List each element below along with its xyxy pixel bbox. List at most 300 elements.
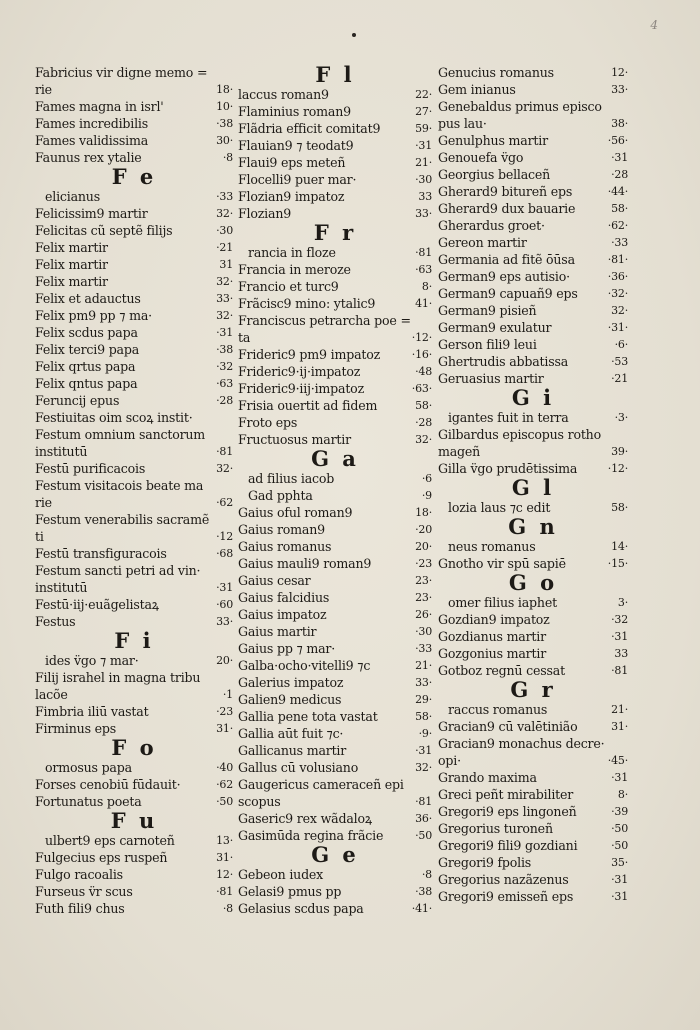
index-entry bbox=[438, 132, 628, 149]
index-entry bbox=[238, 708, 432, 725]
section-heading-letters: F u bbox=[110, 808, 158, 833]
index-entry bbox=[238, 521, 432, 538]
entry-reference-number: 31 bbox=[219, 258, 233, 271]
entry-reference-number: ·1 bbox=[222, 688, 233, 701]
entry-text: Festū·iij·euãgelistaꝝ bbox=[35, 597, 159, 612]
entry-text: institutū bbox=[35, 444, 88, 459]
entry-text: Gad pphta bbox=[248, 488, 313, 503]
entry-reference-number: 18· bbox=[216, 83, 233, 96]
entry-text: Georgius bellaceñ bbox=[438, 167, 551, 182]
entry-text: Gaius roman9 bbox=[238, 522, 325, 537]
entry-text: Festum visitacois beate ma bbox=[35, 478, 204, 493]
entry-text: Fimbria iliū vastat bbox=[35, 704, 149, 719]
entry-text: Gozgonius martir bbox=[438, 646, 547, 661]
entry-reference-number: 39· bbox=[611, 445, 628, 458]
section-heading bbox=[438, 477, 628, 499]
entry-text: Gaius oful roman9 bbox=[238, 505, 353, 520]
index-entry bbox=[438, 594, 628, 611]
entry-reference-number: ·45· bbox=[607, 754, 628, 767]
entry-reference-number: 23· bbox=[415, 591, 432, 604]
index-entry bbox=[35, 290, 233, 307]
index-entry bbox=[438, 98, 628, 115]
index-entry bbox=[35, 115, 233, 132]
index-entry bbox=[238, 810, 432, 827]
index-entry bbox=[238, 866, 432, 883]
section-heading-letters: G o bbox=[508, 570, 558, 595]
index-entry bbox=[238, 414, 432, 431]
entry-reference-number: 58· bbox=[611, 501, 628, 514]
entry-text: Felix martir bbox=[35, 274, 108, 289]
index-entry bbox=[35, 222, 233, 239]
entry-reference-number: ·31· bbox=[607, 321, 628, 334]
entry-text: ormosus papa bbox=[45, 760, 132, 775]
entry-text: Flaui9 eps meteñ bbox=[238, 155, 346, 170]
entry-text: pus lau· bbox=[438, 116, 487, 131]
index-entry bbox=[238, 487, 432, 504]
index-entry bbox=[35, 358, 233, 375]
index-entry bbox=[438, 538, 628, 555]
section-heading-letters: G e bbox=[311, 842, 359, 867]
entry-text: Feruncij epus bbox=[35, 393, 120, 408]
index-entry bbox=[35, 426, 233, 443]
entry-text: Festum omnium sanctorum bbox=[35, 427, 206, 442]
section-heading bbox=[35, 166, 233, 188]
index-entry bbox=[238, 504, 432, 521]
index-entry bbox=[35, 759, 233, 776]
entry-reference-number: ·50 bbox=[611, 839, 628, 852]
entry-text: Gregori9 eps lingoneñ bbox=[438, 804, 577, 819]
entry-reference-number: ·8 bbox=[222, 151, 233, 164]
index-entry bbox=[35, 375, 233, 392]
entry-reference-number: ·30 bbox=[216, 224, 233, 237]
index-entry bbox=[438, 64, 628, 81]
section-heading-letters: G a bbox=[311, 446, 359, 471]
index-entry bbox=[35, 324, 233, 341]
entry-reference-number: 22· bbox=[415, 88, 432, 101]
entry-reference-number: ·81 bbox=[611, 664, 628, 677]
entry-text: institutū bbox=[35, 580, 88, 595]
entry-reference-number: ·23 bbox=[415, 557, 432, 570]
ink-dot bbox=[352, 33, 356, 37]
entry-reference-number: 23· bbox=[415, 574, 432, 587]
entry-text: Filij israhel in magna tribu bbox=[35, 670, 201, 685]
index-entry bbox=[438, 888, 628, 905]
entry-text: Frideric9 pm9 impatoz bbox=[238, 347, 381, 362]
section-heading bbox=[438, 516, 628, 538]
index-entry bbox=[238, 674, 432, 691]
entry-text: Gregori9 fili9 gozdiani bbox=[438, 838, 578, 853]
index-entry bbox=[35, 132, 233, 149]
entry-reference-number: ·6 bbox=[421, 472, 432, 485]
index-entry bbox=[35, 669, 233, 686]
entry-reference-number: 13· bbox=[216, 834, 233, 847]
entry-text: neus romanus bbox=[448, 539, 536, 554]
entry-reference-number: ·31 bbox=[611, 151, 628, 164]
entry-text: Forses cenobiū fūdauit· bbox=[35, 777, 181, 792]
entry-text: Genulphus martir bbox=[438, 133, 548, 148]
entry-reference-number: 31· bbox=[216, 851, 233, 864]
entry-reference-number: ·3· bbox=[614, 411, 628, 424]
index-entry bbox=[238, 278, 432, 295]
entry-reference-number: ·53 bbox=[611, 355, 628, 368]
entry-text: Festum venerabilis sacramẽ bbox=[35, 512, 210, 527]
entry-reference-number: ·38 bbox=[415, 885, 432, 898]
entry-text: Gherard9 dux bauarie bbox=[438, 201, 576, 216]
index-entry bbox=[238, 470, 432, 487]
entry-reference-number: ·31 bbox=[415, 139, 432, 152]
entry-text: Festus bbox=[35, 614, 76, 629]
entry-text: Frideric9·iij·impatoz bbox=[238, 381, 364, 396]
entry-reference-number: 14· bbox=[611, 540, 628, 553]
entry-text: Gotboz regnū cessat bbox=[438, 663, 565, 678]
index-entry bbox=[238, 312, 432, 329]
entry-reference-number: ·62 bbox=[216, 496, 233, 509]
entry-text: Fames validissima bbox=[35, 133, 149, 148]
entry-text: Genouefa v̈go bbox=[438, 150, 524, 165]
index-entry bbox=[438, 701, 628, 718]
entry-reference-number: ·81 bbox=[216, 885, 233, 898]
entry-text: Flãdria efficit comitat9 bbox=[238, 121, 381, 136]
index-entry bbox=[438, 871, 628, 888]
entry-reference-number: 31· bbox=[611, 720, 628, 733]
entry-reference-number: 32· bbox=[611, 304, 628, 317]
entry-text: Felicissim9 martir bbox=[35, 206, 148, 221]
entry-reference-number: 58· bbox=[611, 202, 628, 215]
entry-reference-number: ·32 bbox=[216, 360, 233, 373]
section-heading bbox=[238, 844, 432, 866]
entry-text: ulbert9 eps carnoteñ bbox=[45, 833, 175, 848]
entry-text: Grando maxima bbox=[438, 770, 537, 785]
entry-text: Fulgecius eps ruspeñ bbox=[35, 850, 168, 865]
index-entry bbox=[238, 572, 432, 589]
index-entry bbox=[238, 380, 432, 397]
entry-text: Frideric9·ij·impatoz bbox=[238, 364, 361, 379]
index-entry bbox=[35, 866, 233, 883]
index-entry bbox=[438, 409, 628, 426]
entry-text: Ghertrudis abbatissa bbox=[438, 354, 569, 369]
entry-text: Felix pm9 pp ⁊ ma· bbox=[35, 308, 152, 323]
entry-reference-number: ·33 bbox=[216, 190, 233, 203]
index-entry bbox=[438, 234, 628, 251]
entry-reference-number: 32· bbox=[216, 275, 233, 288]
entry-text: Froto eps bbox=[238, 415, 298, 430]
section-heading bbox=[35, 630, 233, 652]
entry-text: Gaugericus cameraceñ epi bbox=[238, 777, 404, 792]
entry-reference-number: ·31 bbox=[611, 630, 628, 643]
index-entry bbox=[35, 900, 233, 917]
entry-text: rie bbox=[35, 82, 52, 97]
entry-reference-number: ·8 bbox=[421, 868, 432, 881]
entry-reference-number: ·32 bbox=[611, 613, 628, 626]
entry-reference-number: ·23 bbox=[216, 705, 233, 718]
section-heading bbox=[238, 448, 432, 470]
entry-text: Gallus cū volusiano bbox=[238, 760, 359, 775]
index-entry bbox=[35, 686, 233, 703]
entry-text: Gaius mauli9 roman9 bbox=[238, 556, 372, 571]
index-entry bbox=[238, 261, 432, 278]
index-entry bbox=[238, 295, 432, 312]
entry-reference-number: 29· bbox=[415, 693, 432, 706]
entry-text: Gaius falcidius bbox=[238, 590, 330, 605]
entry-text: Gerson fili9 leui bbox=[438, 337, 537, 352]
entry-reference-number: ·31 bbox=[611, 771, 628, 784]
entry-reference-number: ·9 bbox=[421, 489, 432, 502]
index-column-middle bbox=[238, 64, 432, 917]
entry-reference-number: 8· bbox=[617, 788, 628, 801]
entry-text: Gebeon iudex bbox=[238, 867, 324, 882]
index-entry bbox=[238, 883, 432, 900]
entry-reference-number: 21· bbox=[415, 156, 432, 169]
entry-text: Fames magna in isrl' bbox=[35, 99, 164, 114]
entry-reference-number: ·28 bbox=[216, 394, 233, 407]
entry-reference-number: ·30 bbox=[415, 173, 432, 186]
entry-text: Flocelli9 puer mar· bbox=[238, 172, 357, 187]
index-entry bbox=[35, 205, 233, 222]
index-entry bbox=[35, 832, 233, 849]
index-entry bbox=[238, 793, 432, 810]
index-entry bbox=[35, 307, 233, 324]
index-entry bbox=[238, 329, 432, 346]
entry-text: mageñ bbox=[438, 444, 481, 459]
entry-text: Furseus v̈r scus bbox=[35, 884, 133, 899]
entry-reference-number: ·50 bbox=[415, 829, 432, 842]
entry-reference-number: 32· bbox=[216, 462, 233, 475]
index-entry bbox=[438, 786, 628, 803]
index-entry bbox=[438, 285, 628, 302]
folio-number: 4 bbox=[650, 18, 658, 32]
entry-text: Fabricius vir digne memo = bbox=[35, 65, 208, 80]
entry-reference-number: ·68 bbox=[216, 547, 233, 560]
index-entry bbox=[35, 64, 233, 81]
entry-reference-number: 8· bbox=[421, 280, 432, 293]
entry-text: Gelasi9 pmus pp bbox=[238, 884, 342, 899]
index-entry bbox=[35, 596, 233, 613]
entry-text: Francia in meroze bbox=[238, 262, 351, 277]
index-entry bbox=[238, 103, 432, 120]
index-entry bbox=[238, 657, 432, 674]
entry-reference-number: ·8 bbox=[222, 902, 233, 915]
entry-reference-number: ·9· bbox=[418, 727, 432, 740]
entry-text: German9 pisieñ bbox=[438, 303, 537, 318]
entry-text: Gilla v̈go prudētissima bbox=[438, 461, 578, 476]
entry-reference-number: 31· bbox=[216, 722, 233, 735]
entry-text: Gallicanus martir bbox=[238, 743, 347, 758]
entry-text: Galien9 medicus bbox=[238, 692, 342, 707]
entry-text: Galba·ocho·vitelli9 ⁊c bbox=[238, 658, 371, 673]
entry-reference-number: ·12· bbox=[607, 462, 628, 475]
entry-reference-number: 33· bbox=[216, 292, 233, 305]
section-heading bbox=[438, 679, 628, 701]
entry-text: scopus bbox=[238, 794, 281, 809]
entry-reference-number: 10· bbox=[216, 100, 233, 113]
index-entry bbox=[35, 239, 233, 256]
entry-text: Gracian9 monachus decre· bbox=[438, 736, 605, 751]
entry-text: Gherardus groet· bbox=[438, 218, 545, 233]
entry-text: Festum sancti petri ad vin· bbox=[35, 563, 201, 578]
index-entry bbox=[238, 154, 432, 171]
index-entry bbox=[238, 171, 432, 188]
entry-text: Fulgo racoalis bbox=[35, 867, 123, 882]
section-heading-letters: F e bbox=[111, 164, 157, 189]
entry-text: Festiuitas oim scoꝝ instit· bbox=[35, 410, 193, 425]
entry-text: Gherard9 bitureñ eps bbox=[438, 184, 573, 199]
entry-reference-number: ·33 bbox=[415, 642, 432, 655]
section-heading-letters: G r bbox=[510, 677, 556, 702]
index-entry bbox=[238, 742, 432, 759]
entry-reference-number: ·31 bbox=[611, 873, 628, 886]
entry-reference-number: ·15· bbox=[607, 557, 628, 570]
entry-reference-number: 32· bbox=[216, 207, 233, 220]
index-entry bbox=[35, 98, 233, 115]
entry-text: Fructuosus martir bbox=[238, 432, 351, 447]
entry-reference-number: ·62 bbox=[216, 778, 233, 791]
index-entry bbox=[238, 188, 432, 205]
entry-reference-number: 30· bbox=[216, 134, 233, 147]
section-heading-letters: F i bbox=[114, 628, 154, 653]
index-entry bbox=[35, 703, 233, 720]
entry-reference-number: ·62· bbox=[607, 219, 628, 232]
entry-reference-number: ·30 bbox=[415, 625, 432, 638]
index-entry bbox=[238, 397, 432, 414]
index-entry bbox=[35, 849, 233, 866]
entry-text: lacõe bbox=[35, 687, 68, 702]
entry-reference-number: 59· bbox=[415, 122, 432, 135]
section-heading-letters: G n bbox=[508, 514, 558, 539]
entry-text: Galerius impatoz bbox=[238, 675, 344, 690]
entry-text: Felix terci9 papa bbox=[35, 342, 140, 357]
entry-reference-number: ·38 bbox=[216, 117, 233, 130]
entry-reference-number: 18· bbox=[415, 506, 432, 519]
index-entry bbox=[35, 545, 233, 562]
entry-text: raccus romanus bbox=[448, 702, 548, 717]
entry-reference-number: ·21 bbox=[216, 241, 233, 254]
entry-text: Gregorius nazãzenus bbox=[438, 872, 569, 887]
index-entry bbox=[35, 477, 233, 494]
index-entry bbox=[238, 640, 432, 657]
index-entry bbox=[438, 319, 628, 336]
section-heading bbox=[238, 222, 432, 244]
entry-text: opi· bbox=[438, 753, 461, 768]
entry-text: Gelasius scdus papa bbox=[238, 901, 364, 916]
index-entry bbox=[238, 776, 432, 793]
entry-reference-number: 33· bbox=[415, 207, 432, 220]
entry-text: Gaius pp ⁊ mar· bbox=[238, 641, 336, 656]
entry-reference-number: 38· bbox=[611, 117, 628, 130]
entry-text: Gregori9 fpolis bbox=[438, 855, 532, 870]
entry-reference-number: 3· bbox=[617, 596, 628, 609]
entry-text: Felicitas cũ septẽ filijs bbox=[35, 223, 173, 238]
entry-reference-number: ·39 bbox=[611, 805, 628, 818]
entry-text: Gaius martir bbox=[238, 624, 317, 639]
entry-text: Gem inianus bbox=[438, 82, 516, 97]
entry-text: rancia in floze bbox=[248, 245, 336, 260]
entry-text: Gereon martir bbox=[438, 235, 527, 250]
index-entry bbox=[238, 623, 432, 640]
index-entry bbox=[238, 363, 432, 380]
entry-reference-number: 33 bbox=[614, 647, 628, 660]
entry-text: Flozian9 bbox=[238, 206, 292, 221]
entry-reference-number: 21· bbox=[611, 703, 628, 716]
index-entry bbox=[35, 652, 233, 669]
entry-reference-number: 12· bbox=[611, 66, 628, 79]
entry-text: Gozdian9 impatoz bbox=[438, 612, 550, 627]
section-heading bbox=[438, 572, 628, 594]
index-entry bbox=[438, 336, 628, 353]
entry-reference-number: ·31 bbox=[415, 744, 432, 757]
entry-reference-number: 33 bbox=[418, 190, 432, 203]
entry-text: Gracian9 cū valētinião bbox=[438, 719, 578, 734]
entry-reference-number: 27· bbox=[415, 105, 432, 118]
entry-reference-number: 33· bbox=[216, 615, 233, 628]
entry-text: omer filius iaphet bbox=[448, 595, 557, 610]
index-entry bbox=[438, 803, 628, 820]
entry-reference-number: ·31 bbox=[611, 890, 628, 903]
entry-text: ad filius iacob bbox=[248, 471, 335, 486]
entry-text: ti bbox=[35, 529, 44, 544]
index-entry bbox=[238, 900, 432, 917]
index-entry bbox=[35, 409, 233, 426]
index-entry bbox=[438, 611, 628, 628]
entry-reference-number: ·31 bbox=[216, 581, 233, 594]
entry-reference-number: ·40 bbox=[216, 761, 233, 774]
entry-reference-number: ·56· bbox=[607, 134, 628, 147]
index-entry bbox=[438, 426, 628, 443]
index-entry bbox=[438, 81, 628, 98]
entry-text: Geruasius martir bbox=[438, 371, 544, 386]
index-entry bbox=[238, 346, 432, 363]
index-entry bbox=[35, 273, 233, 290]
index-entry bbox=[438, 302, 628, 319]
entry-text: Futh fili9 chus bbox=[35, 901, 125, 916]
entry-text: Felix et adauctus bbox=[35, 291, 141, 306]
index-entry bbox=[438, 820, 628, 837]
index-entry bbox=[35, 341, 233, 358]
index-entry bbox=[238, 589, 432, 606]
entry-reference-number: 32· bbox=[216, 309, 233, 322]
index-entry bbox=[438, 149, 628, 166]
entry-reference-number: 33· bbox=[415, 676, 432, 689]
entry-text: Faunus rex ytalie bbox=[35, 150, 142, 165]
index-entry bbox=[35, 511, 233, 528]
index-column-left bbox=[35, 64, 233, 917]
index-entry bbox=[438, 752, 628, 769]
section-heading bbox=[35, 810, 233, 832]
index-entry bbox=[238, 538, 432, 555]
entry-reference-number: ·32· bbox=[607, 287, 628, 300]
index-entry bbox=[438, 115, 628, 132]
entry-text: Felix martir bbox=[35, 240, 108, 255]
entry-text: Greci peñt mirabiliter bbox=[438, 787, 574, 802]
entry-reference-number: 58· bbox=[415, 399, 432, 412]
entry-reference-number: 36· bbox=[415, 812, 432, 825]
entry-text: elicianus bbox=[45, 189, 100, 204]
entry-reference-number: ·81 bbox=[415, 246, 432, 259]
index-entry bbox=[438, 353, 628, 370]
entry-reference-number: ·16· bbox=[411, 348, 432, 361]
entry-text: Frãcisc9 mino: ytalic9 bbox=[238, 296, 376, 311]
index-entry bbox=[35, 776, 233, 793]
entry-text: Gozdianus martir bbox=[438, 629, 546, 644]
index-entry bbox=[438, 645, 628, 662]
entry-reference-number: ·81· bbox=[607, 253, 628, 266]
index-entry bbox=[35, 256, 233, 273]
entry-text: Flozian9 impatoz bbox=[238, 189, 345, 204]
index-entry bbox=[35, 81, 233, 98]
entry-text: Gallia aūt fuit ⁊c· bbox=[238, 726, 344, 741]
entry-text: German9 eps autisio· bbox=[438, 269, 570, 284]
entry-reference-number: ·63 bbox=[415, 263, 432, 276]
index-entry bbox=[438, 268, 628, 285]
